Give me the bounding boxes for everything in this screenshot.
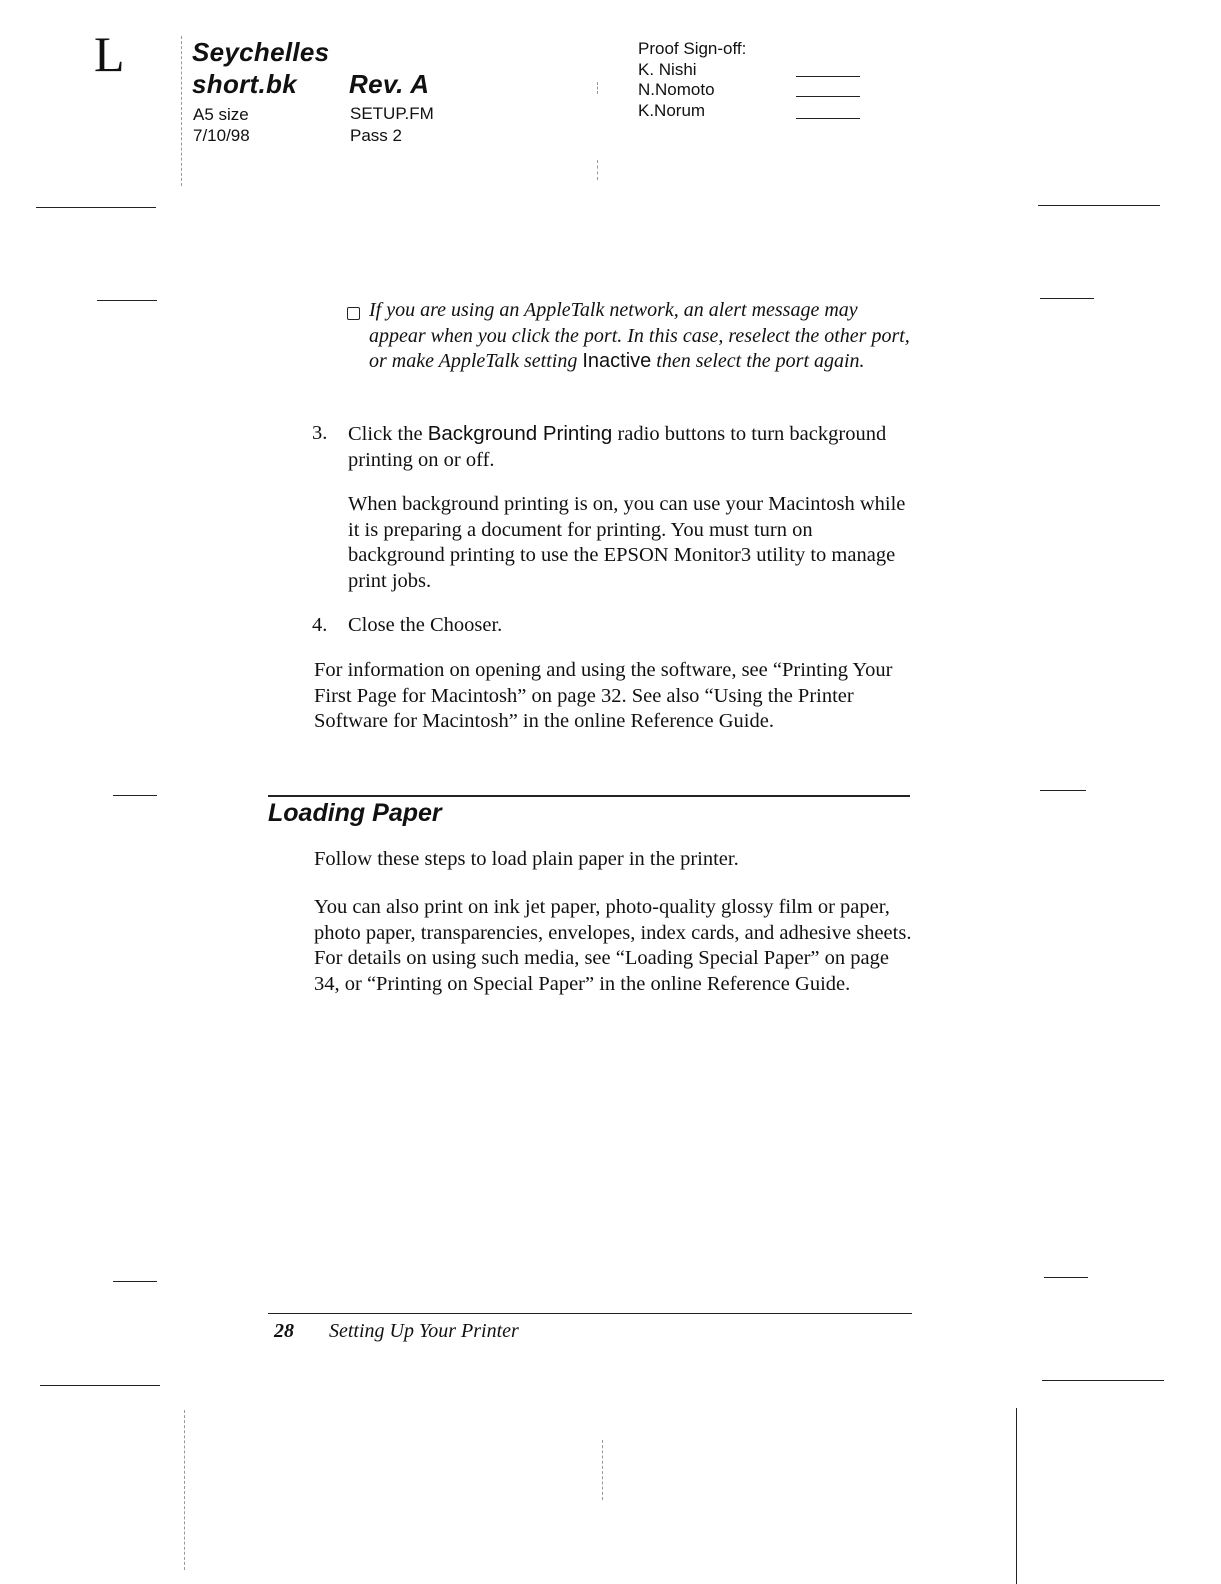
book-title-line1: Seychelles bbox=[192, 37, 330, 67]
applet-talk-note bbox=[369, 298, 914, 375]
step-number: 3. bbox=[312, 422, 328, 444]
section-title: Loading Paper bbox=[268, 799, 442, 827]
header-divider-left bbox=[181, 36, 182, 186]
file-label: SETUP.FM bbox=[350, 104, 434, 123]
signoff-line bbox=[796, 76, 860, 77]
crop-mark bbox=[602, 1440, 603, 1500]
section-paragraph: You can also print on ink jet paper, photo-quality glossy film or paper, photo paper, transparencies, envelopes, index cards, and adhesive sheets. For details on using such media, see “Loading Special Paper” on page 34, or “Printing on Special Paper” in the online Reference Guide. bbox=[314, 896, 912, 995]
book-title-line2: short.bk bbox=[192, 69, 297, 99]
section-rule bbox=[268, 795, 910, 797]
crop-mark bbox=[1038, 205, 1160, 206]
step-3-text-after: radio buttons to turn background printing on or off. bbox=[348, 423, 887, 471]
proof-signoff-title: Proof Sign-off: bbox=[638, 39, 747, 58]
crop-mark bbox=[1040, 298, 1094, 299]
step-4-text: Close the Chooser. bbox=[348, 614, 503, 636]
step-3-detail: When background printing is on, you can use your Macintosh while it is preparing a document for printing. You must turn on background printing to use the EPSON Monitor3 utility to manage print jobs. bbox=[348, 493, 906, 592]
crop-mark bbox=[1042, 1380, 1164, 1381]
note-bullet-icon bbox=[347, 307, 360, 320]
crop-mark bbox=[1016, 1408, 1017, 1584]
crop-mark bbox=[1040, 790, 1086, 791]
crop-mark bbox=[1044, 1277, 1088, 1278]
footer-rule bbox=[268, 1313, 912, 1314]
date-label: 7/10/98 bbox=[193, 126, 250, 145]
crop-mark bbox=[40, 1385, 160, 1386]
crop-mark bbox=[36, 207, 156, 208]
page-number: 28 bbox=[274, 1320, 294, 1342]
background-printing-label: Background Printing bbox=[427, 422, 613, 445]
signoff-line bbox=[796, 118, 860, 119]
note-text-part1: If you are using an AppleTalk network, an alert message may appear when you click the port. In this case, reselect the other port, or make AppleTalk setting bbox=[369, 299, 910, 372]
pass-label: Pass 2 bbox=[350, 126, 402, 145]
crop-letter: L bbox=[94, 26, 125, 82]
proof-name: N.Nomoto bbox=[638, 80, 715, 99]
crop-mark bbox=[97, 300, 157, 301]
note-text-part2: then select the port again. bbox=[651, 350, 865, 372]
proof-name: K.Norum bbox=[638, 101, 706, 120]
chapter-title: Setting Up Your Printer bbox=[329, 1320, 519, 1342]
crop-mark bbox=[113, 1281, 157, 1282]
proof-name: K. Nishi bbox=[638, 60, 697, 79]
step-3-text bbox=[348, 421, 913, 473]
size-label: A5 size bbox=[193, 105, 249, 124]
section-paragraph: Follow these steps to load plain paper in the printer. bbox=[314, 848, 739, 870]
revision-label: Rev. A bbox=[349, 69, 430, 99]
step-3-text-before: Click the bbox=[348, 423, 428, 445]
step-number: 4. bbox=[312, 614, 328, 636]
signoff-line bbox=[796, 96, 860, 97]
header-divider-mid-top bbox=[597, 82, 598, 94]
crop-mark bbox=[184, 1410, 185, 1570]
crop-mark bbox=[113, 795, 157, 796]
inactive-setting-label: Inactive bbox=[582, 350, 652, 372]
header-divider-mid-bottom bbox=[597, 160, 598, 180]
info-paragraph: For information on opening and using the software, see “Printing Your First Page for Macintosh” on page 32. See also “Using the Printer Software for Macintosh” in the online Reference Guide. bbox=[314, 659, 893, 732]
